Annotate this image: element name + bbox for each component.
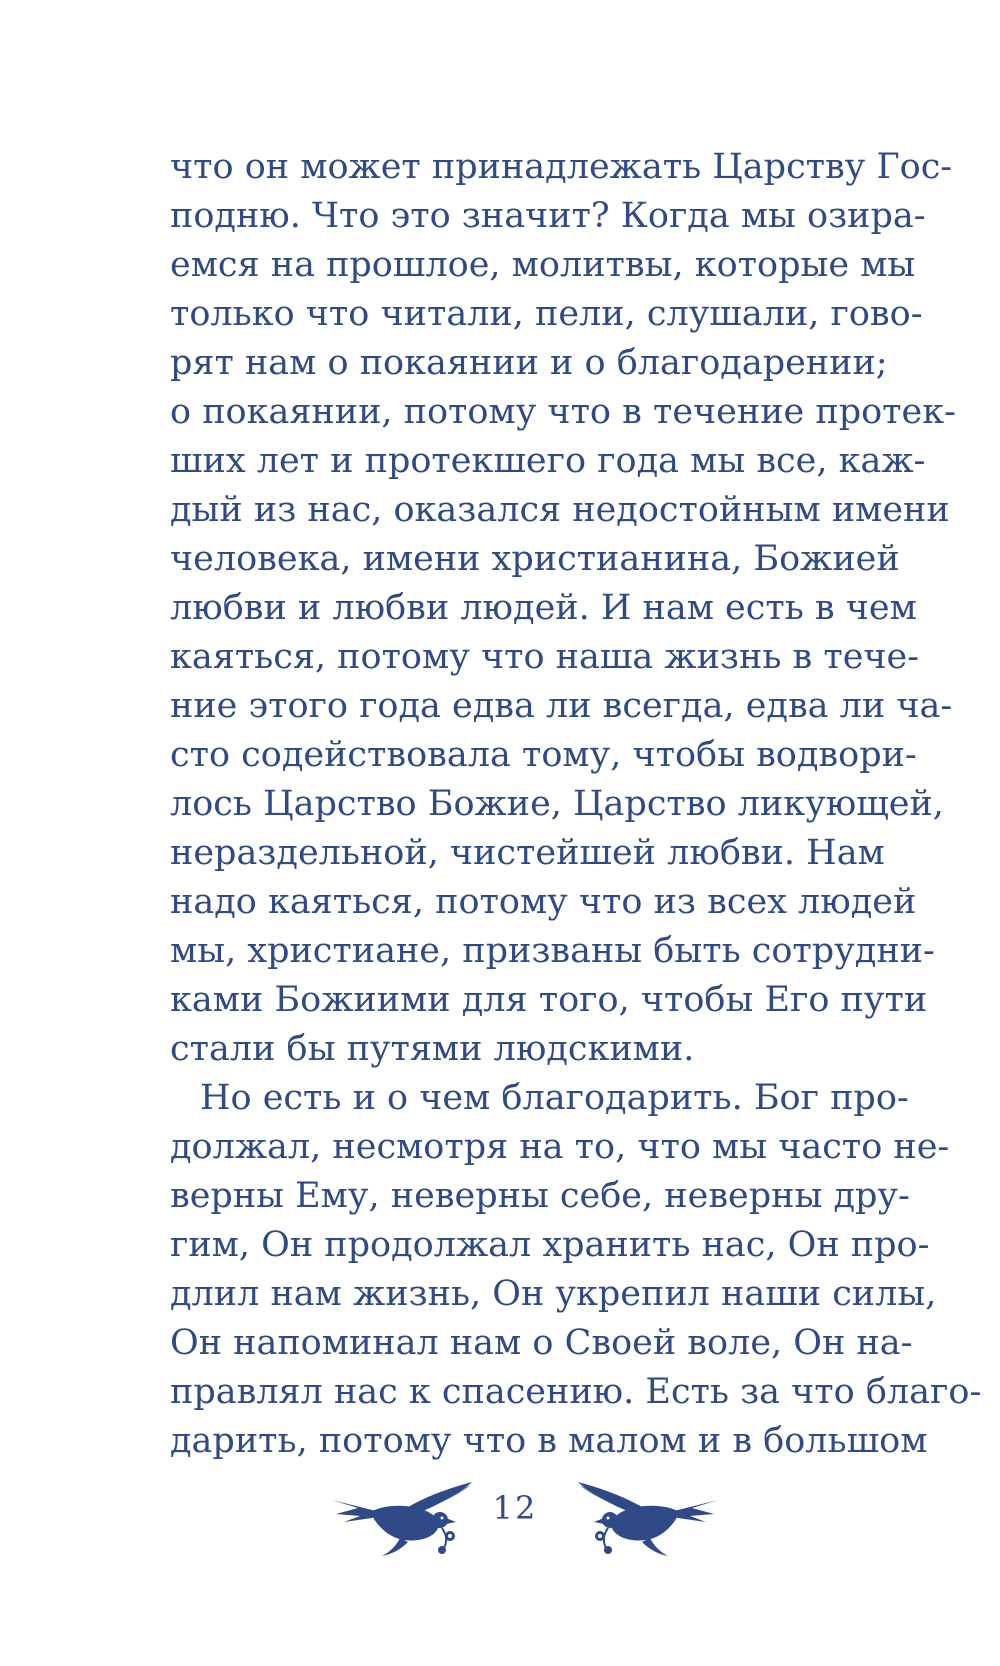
- dove-ornament-icon: [330, 1478, 490, 1558]
- text-line: верны Ему, неверны себе, неверны дру-: [170, 1176, 910, 1216]
- text-line: человека, имени христианина, Божией: [170, 539, 900, 579]
- text-line: подню. Что это значит? Когда мы озира-: [170, 196, 926, 236]
- text-line: сто содействовала тому, чтобы водвори-: [170, 735, 917, 775]
- text-line: что он может принадлежать Царству Гос-: [170, 147, 953, 187]
- text-line: емся на прошлое, молитвы, которые мы: [170, 245, 916, 285]
- text-line: ками Божиими для того, чтобы Его пути: [170, 980, 928, 1020]
- text-line: дарить, потому что в малом и в большом: [170, 1421, 928, 1461]
- paragraph-start-line: Но есть и о чем благодарить. Бог про-: [200, 1078, 909, 1118]
- text-line: ние этого года едва ли всегда, едва ли ча-: [170, 686, 953, 726]
- text-line: должал, несмотря на то, что мы часто не-: [170, 1127, 950, 1167]
- body-text: [170, 143, 982, 1466]
- text-line: дый из нас, оказался недостойным имени: [170, 490, 950, 530]
- text-line: любви и любви людей. И нам есть в чем: [170, 588, 917, 628]
- paragraph-end-line: стали бы путями людскими.: [170, 1029, 695, 1069]
- text-line: ших лет и протекшего года мы все, каж-: [170, 441, 926, 481]
- text-line: правлял нас к спасению. Есть за что благо-: [170, 1372, 982, 1412]
- text-line: гим, Он продолжал хранить нас, Он про-: [170, 1225, 930, 1265]
- text-line: рят нам о покаянии и о благодарении;: [170, 343, 888, 383]
- text-line: о покаянии, потому что в течение протек-: [170, 392, 956, 432]
- dove-ornament-icon: [560, 1478, 720, 1558]
- text-line: мы, христиане, призваны быть сотрудни-: [170, 931, 935, 971]
- text-line: нераздельной, чистейшей любви. Нам: [170, 833, 885, 873]
- text-line: длил нам жизнь, Он укрепил наши силы,: [170, 1274, 937, 1314]
- text-line: только что читали, пели, слушали, гово-: [170, 294, 923, 334]
- page-number: 12: [492, 1489, 538, 1527]
- text-line: надо каяться, потому что из всех людей: [170, 882, 917, 922]
- text-line: каяться, потому что наша жизнь в тече-: [170, 637, 920, 677]
- text-line: Он напоминал нам о Своей воле, Он на-: [170, 1323, 913, 1363]
- page-footer: [0, 1478, 1000, 1568]
- text-line: лось Царство Божие, Царство ликующей,: [170, 784, 944, 824]
